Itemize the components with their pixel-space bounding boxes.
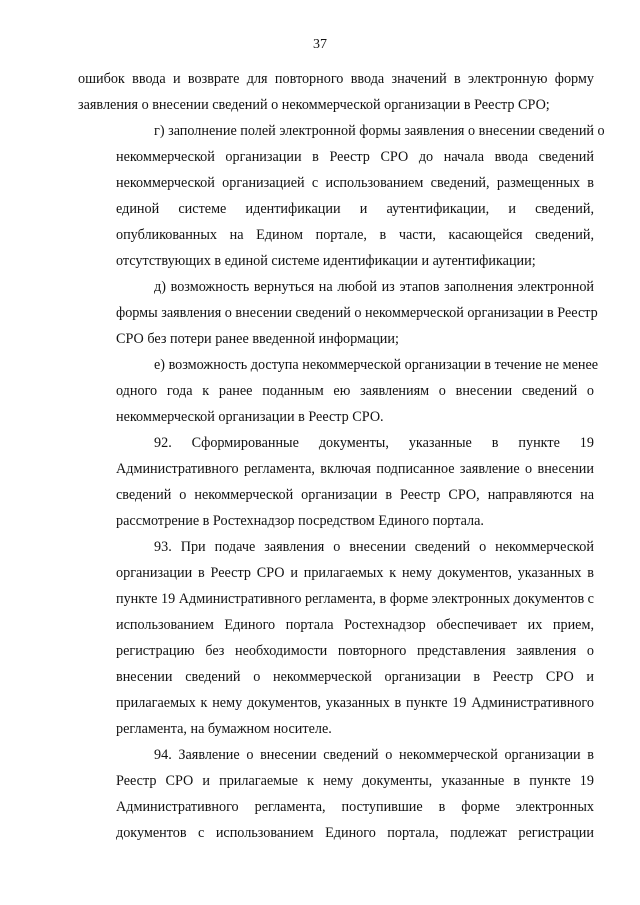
- text-line: регламента, на бумажном носителе.: [116, 721, 332, 737]
- text-line: ошибок ввода и возврате для повторного ввода значений в электронную форму: [78, 71, 594, 87]
- text-line: опубликованных на Едином портале, в части, касающейся сведений,: [116, 227, 594, 243]
- text-line: некоммерческой организации в Реестр СРО.: [116, 409, 384, 425]
- paragraph-item-g: [78, 118, 605, 274]
- text-line: использованием Единого портала Ростехнадзор обеспечивает их прием,: [116, 617, 594, 633]
- text-line: Административного регламента, включая подписанное заявление о внесении: [116, 461, 594, 477]
- text-line: е) возможность доступа некоммерческой организации в течение не менее: [154, 357, 599, 373]
- paragraph-94: [78, 742, 594, 846]
- paragraph-item-d: [78, 274, 598, 352]
- text-line: Реестр СРО и прилагаемые к нему документы, указанные в пункте 19: [116, 773, 594, 789]
- text-line: формы заявления о внесении сведений о некоммерческой организации в Реестр: [116, 305, 598, 321]
- text-line: 94. Заявление о внесении сведений о некоммерческой организации в: [154, 747, 594, 763]
- document-body: [78, 66, 605, 846]
- text-line: внесении сведений о некоммерческой организации в Реестр СРО и: [116, 669, 594, 685]
- text-line: прилагаемых к нему документов, указанных в пункте 19 Административного: [116, 695, 594, 711]
- text-line: г) заполнение полей электронной формы заявления о внесении сведений о: [154, 123, 605, 139]
- text-line: 92. Сформированные документы, указанные в пункте 19: [154, 435, 594, 451]
- text-line: одного года к ранее поданным ею заявлениям о внесении сведений о: [116, 383, 594, 399]
- text-line: Административного регламента, поступившие в форме электронных: [116, 799, 594, 815]
- page-number: 37: [313, 37, 327, 52]
- text-line: заявления о внесении сведений о некоммерческой организации в Реестр СРО;: [78, 97, 550, 113]
- text-line: некоммерческой организации в Реестр СРО до начала ввода сведений: [116, 149, 594, 165]
- paragraph-item-e: [78, 352, 599, 430]
- text-line: документов с использованием Единого портала, подлежат регистрации: [116, 825, 594, 841]
- text-line: организации в Реестр СРО и прилагаемых к нему документов, указанных в: [116, 565, 594, 581]
- text-line: СРО без потери ранее введенной информации;: [116, 331, 399, 347]
- paragraph-93: [78, 534, 594, 742]
- text-line: единой системе идентификации и аутентификации, и сведений,: [116, 201, 594, 217]
- text-line: рассмотрение в Ростехнадзор посредством Единого портала.: [116, 513, 484, 529]
- text-line: отсутствующих в единой системе идентификации и аутентификации;: [116, 253, 536, 269]
- text-line: регистрацию без необходимости повторного представления заявления о: [116, 643, 594, 659]
- paragraph-continuation: [78, 66, 594, 118]
- text-line: некоммерческой организацией с использованием сведений, размещенных в: [116, 175, 594, 191]
- text-line: 93. При подаче заявления о внесении сведений о некоммерческой: [154, 539, 594, 555]
- paragraph-92: [78, 430, 594, 534]
- text-line: пункте 19 Административного регламента, в форме электронных документов с: [116, 591, 594, 607]
- text-line: сведений о некоммерческой организации в Реестр СРО, направляются на: [116, 487, 594, 503]
- text-line: д) возможность вернуться на любой из этапов заполнения электронной: [154, 279, 594, 295]
